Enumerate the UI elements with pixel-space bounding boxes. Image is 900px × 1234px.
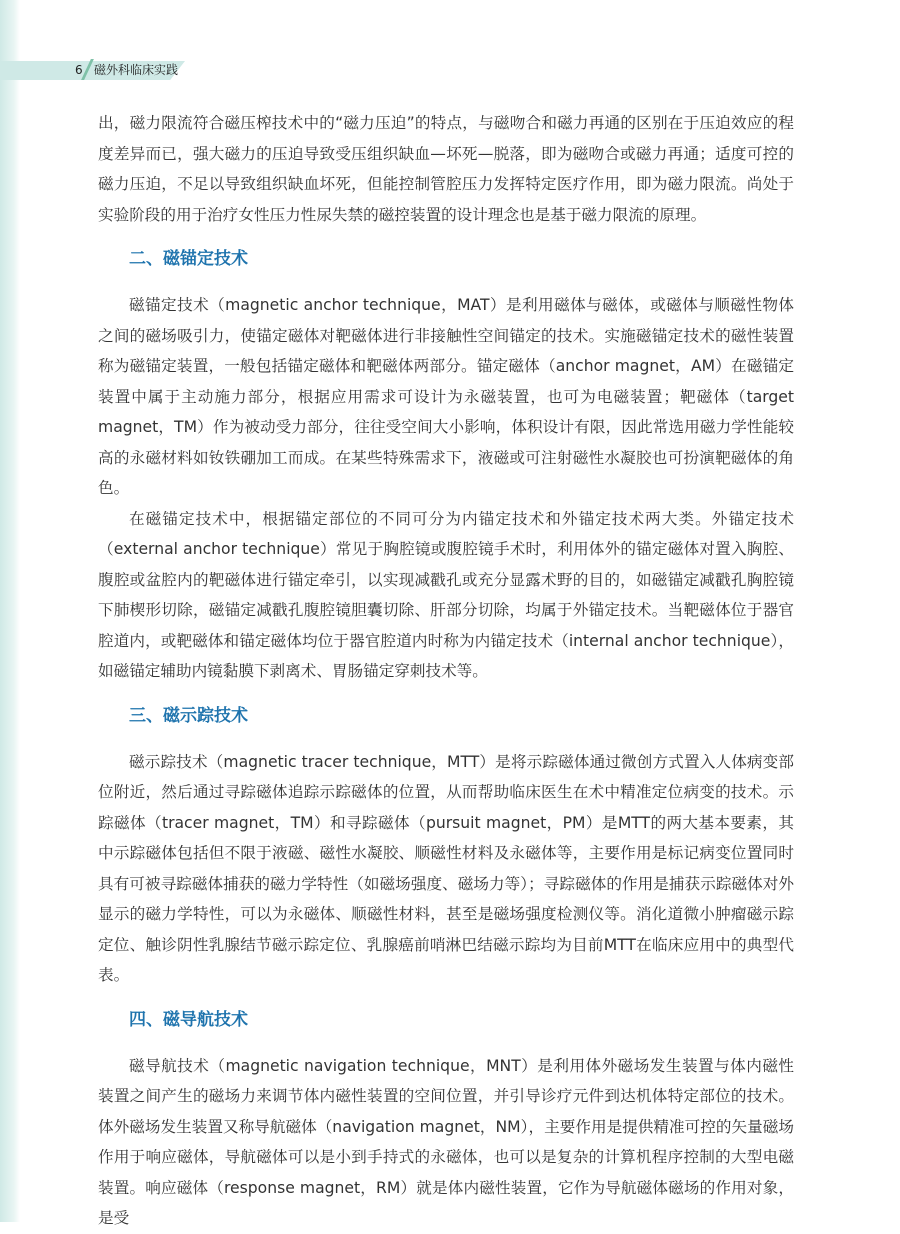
paragraph-navigation-definition: 磁导航技术（magnetic navigation technique，MNT）是利用体外磁场发生装置与体内磁性装置之间产生的磁场力来调节体内磁性装置的空间位置，并引导诊疗元件到达机体特定部位的技术。体外磁场发生装置又称导航磁体（navigation magnet，NM），主要作用是提供精准可控的矢量磁场作用于响应磁体，导航磁体可以是小到手持式的永磁体，也可以是复杂的计算机程序控制的大型电磁装置。响应磁体（response magnet，RM）就是体内磁性装置，它作为导航磁体磁场的作用对象，是受 <box>98 1056 794 1227</box>
paragraph-anchor-definition: 磁锚定技术（magnetic anchor technique，MAT）是利用磁体与磁体，或磁体与顺磁性物体之间的磁场吸引力，使锚定磁体对靶磁体进行非接触性空间锚定的技术。实施磁锚定技术的磁性装置称为磁锚定装置，一般包括锚定磁体和靶磁体两部分。锚定磁体（anchor magnet，AM）在磁锚定装置中属于主动施力部分，根据应用需求可设计为永磁装置，也可为电磁装置；靶磁体（target magnet，TM）作为被动受力部分，往往受空间大小影响，体积设计有限，因此常选用磁力学性能较高的永磁材料如钕铁硼加工而成。在某些特殊需求下，液磁或可注射磁性水凝胶也可扮演靶磁体的角色。 <box>98 296 794 497</box>
paragraph-anchor-types: 在磁锚定技术中，根据锚定部位的不同可分为内锚定技术和外锚定技术两大类。外锚定技术（external anchor technique）常见于胸腔镜或腹腔镜手术时，利用体外的锚定磁体对置入胸腔、腹腔或盆腔内的靶磁体进行锚定牵引，以实现减戳孔或充分显露术野的目的，如磁锚定减戳孔胸腔镜下肺楔形切除，磁锚定减戳孔腹腔镜胆囊切除、肝部分切除，均属于外锚定技术。当靶磁体位于器官腔道内，或靶磁体和锚定磁体均位于器官腔道内时称为内锚定技术（internal anchor technique），如磁锚定辅助内镜黏膜下剥离术、胃肠锚定穿刺技术等。 <box>98 509 794 680</box>
page-body <box>98 108 794 1234</box>
section-heading-magnetic-anchor: 二、磁锚定技术 <box>129 249 248 269</box>
running-header-title: 磁外科临床实践 <box>94 63 179 77</box>
page-number: 6 <box>75 63 83 77</box>
section-heading-magnetic-navigation: 四、磁导航技术 <box>129 1009 248 1030</box>
side-decoration-strip <box>0 0 20 1222</box>
section-heading-magnetic-tracer: 三、磁示踪技术 <box>129 705 248 726</box>
paragraph-tracer-definition: 磁示踪技术（magnetic tracer technique，MTT）是将示踪磁体通过微创方式置入人体病变部位附近，然后通过寻踪磁体追踪示踪磁体的位置，从而帮助临床医生在术中精准定位病变的技术。示踪磁体（tracer magnet，TM）和寻踪磁体（pursuit magnet，PM）是MTT的两大基本要素，其中示踪磁体包括但不限于液磁、磁性水凝胶、顺磁性材料及永磁体等，主要作用是标记病变位置同时具有可被寻踪磁体捕获的磁力学特性（如磁场强度、磁场力等）；寻踪磁体的作用是捕获示踪磁体对外显示的磁力学特性，可以为永磁体、顺磁性材料，甚至是磁场强度检测仪等。消化道微小肿瘤磁示踪定位、触诊阴性乳腺结节磁示踪定位、乳腺癌前哨淋巴结磁示踪均为目前MTT在临床应用中的典型代表。 <box>98 752 794 984</box>
intro-paragraph: 出，磁力限流符合磁压榨技术中的“磁力压迫”的特点，与磁吻合和磁力再通的区别在于压迫效应的程度差异而已，强大磁力的压迫导致受压组织缺血—坏死—脱落，即为磁吻合或磁力再通；适度可控的磁力压迫，不足以导致组织缺血坏死，但能控制管腔压力发挥特定医疗作用，即为磁力限流。尚处于实验阶段的用于治疗女性压力性尿失禁的磁控装置的设计理念也是基于磁力限流的原理。 <box>98 114 794 224</box>
